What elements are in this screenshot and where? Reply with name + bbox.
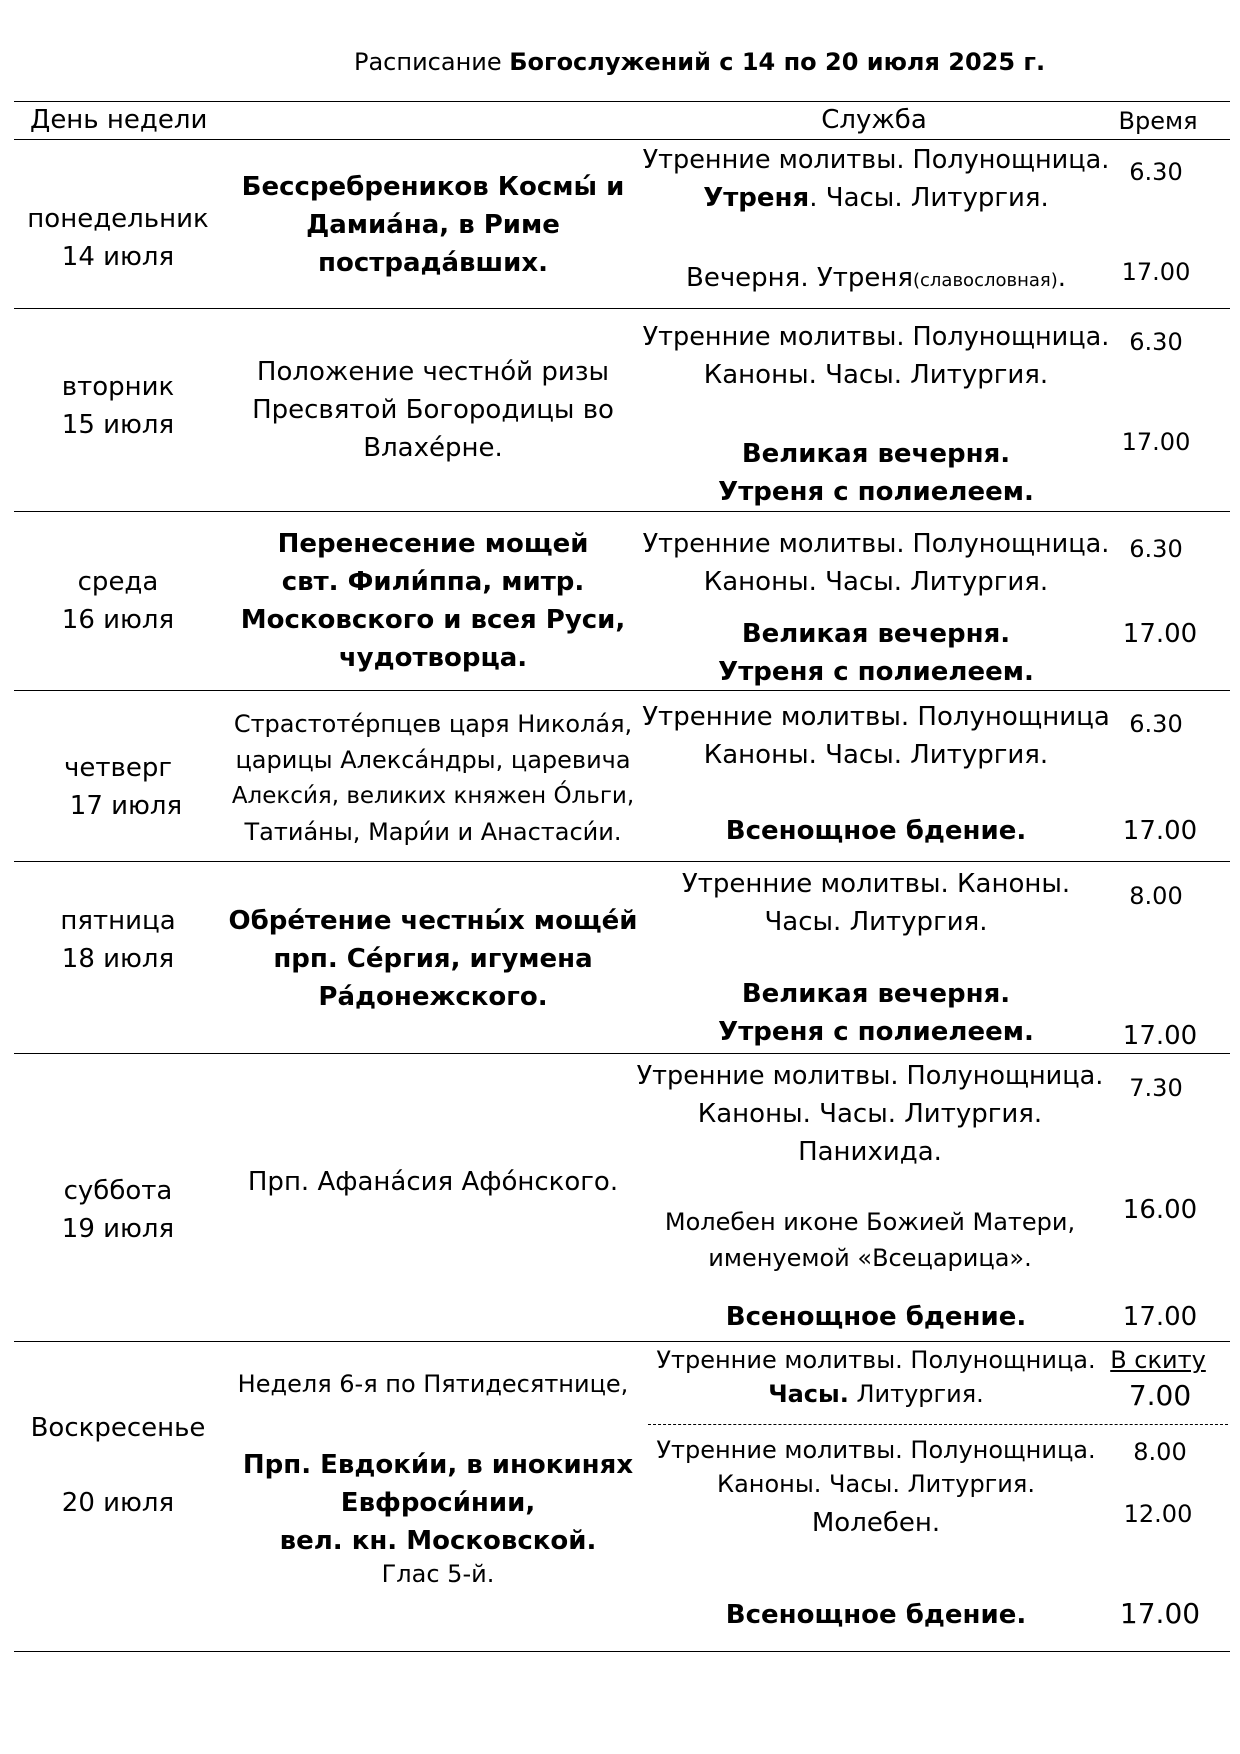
date: 20 июля <box>61 1488 175 1518</box>
service-small: (славословная) <box>912 270 1058 291</box>
title-prefix: Расписание <box>354 48 510 76</box>
service-rest: . Часы. Литургия. <box>809 183 1049 213</box>
feast-line: Прп. Афана́сия Афо́нского. <box>247 1167 619 1197</box>
service-time: 6.30 <box>1129 328 1183 356</box>
skete-label: В скиту <box>1110 1346 1206 1374</box>
service-time: 7.30 <box>1129 1074 1183 1102</box>
service-line: Каноны. Часы. Литургия. <box>703 360 1049 390</box>
service-time: 16.00 <box>1122 1195 1198 1225</box>
date: 16 июля <box>61 605 175 635</box>
service-line: Утренние молитвы. Полунощница. <box>636 1061 1104 1091</box>
weekday: среда <box>77 567 159 597</box>
service-line: Каноны. Часы. Литургия. <box>703 567 1049 597</box>
service-rest: Литургия. <box>848 1380 984 1408</box>
row-rule <box>14 308 1230 309</box>
feast-line: Пресвятой Богородицы во <box>252 395 614 425</box>
service-time: 6.30 <box>1129 535 1183 563</box>
service-line: Утреня с полиелеем. <box>718 477 1034 507</box>
date: 14 июля <box>61 242 175 272</box>
service-bold: Утреня <box>703 183 810 213</box>
service-line: Каноны. Часы. Литургия. <box>697 1099 1043 1129</box>
service-time: 12.00 <box>1123 1500 1193 1528</box>
service-time: 6.30 <box>1129 710 1183 738</box>
weekday: суббота <box>63 1176 173 1206</box>
weekday: четверг <box>64 753 172 783</box>
service-line: Утреня с полиелеем. <box>718 657 1034 687</box>
service-line: Великая вечерня. <box>741 619 1011 649</box>
feast-line: Евфроси́нии, <box>340 1488 536 1518</box>
weekday: Воскресенье <box>30 1413 206 1443</box>
service-line <box>768 1376 984 1412</box>
service-time: 6.30 <box>1129 158 1183 186</box>
service-line: Панихида. <box>798 1137 942 1167</box>
service-bold: Часы. <box>768 1380 849 1408</box>
date: 18 июля <box>61 944 175 974</box>
weekday: вторник <box>61 372 175 402</box>
service-text: Вечерня. Утреня <box>685 263 913 293</box>
page-title <box>354 44 1045 80</box>
feast-line: Ра́донежского. <box>318 982 548 1012</box>
service-time: 7.00 <box>1128 1379 1192 1412</box>
service-line: Утренние молитвы. Полунощница. <box>642 529 1110 559</box>
feast-line: Татиа́ны, Мари́и и Анастаси́и. <box>244 818 622 846</box>
feast-line: свт. Фили́ппа, митр. <box>281 567 585 597</box>
date: 19 июля <box>61 1214 175 1244</box>
service-line: Всенощное бдение. <box>725 1302 1027 1332</box>
feast-line: Влахе́рне. <box>363 433 503 463</box>
date: 15 июля <box>61 410 175 440</box>
weekday: понедельник <box>27 204 209 234</box>
service-line: Великая вечерня. <box>741 439 1011 469</box>
service-time: 17.00 <box>1122 1302 1198 1332</box>
header-time: Время <box>1118 107 1198 135</box>
feast-line: Положение честно́й ризы <box>256 357 610 387</box>
feast-line: вел. кн. Московской. <box>279 1526 597 1556</box>
header-service: Служба <box>821 105 927 135</box>
row-rule <box>14 861 1230 862</box>
feast-line: Прп. Евдоки́и, в инокинях <box>242 1450 634 1480</box>
feast-line: Обре́тение честны́х моще́й <box>228 906 638 936</box>
service-line: Всенощное бдение. <box>725 1600 1027 1630</box>
service-line: Великая вечерня. <box>741 979 1011 1009</box>
service-time: 17.00 <box>1122 1021 1198 1051</box>
service-line: Утренние молитвы. Полунощница <box>642 702 1110 732</box>
service-time: 8.00 <box>1129 882 1183 910</box>
service-line: Утренние молитвы. Полунощница. <box>642 145 1110 175</box>
header-day: День недели <box>30 105 208 135</box>
service-line: Утренние молитвы. Каноны. <box>681 869 1071 899</box>
weekday: пятница <box>60 906 176 936</box>
feast-line: Перенесение мощей <box>277 529 589 559</box>
service-time: 17.00 <box>1122 816 1198 846</box>
feast-line: Московского и всея Руси, <box>240 605 626 635</box>
title-bold: Богослужений с 14 по 20 июля 2025 г. <box>509 48 1046 76</box>
service-end: . <box>1057 263 1067 293</box>
service-time: 17.00 <box>1121 258 1191 286</box>
service-time: 8.00 <box>1133 1438 1187 1466</box>
service-line: Утренние молитвы. Полунощница. <box>656 1436 1096 1464</box>
service-line: Утренние молитвы. Полунощница. <box>642 322 1110 352</box>
feast-line: Дамиа́на, в Риме <box>306 210 560 240</box>
service-line: Утреня с полиелеем. <box>718 1017 1034 1047</box>
dashed-divider <box>648 1424 1228 1425</box>
service-line: именуемой «Всецарица». <box>708 1244 1032 1272</box>
service-time: 17.00 <box>1121 428 1191 456</box>
service-line: Всенощное бдение. <box>725 816 1027 846</box>
service-line: Часы. Литургия. <box>764 907 988 937</box>
service-line: Каноны. Часы. Литургия. <box>717 1470 1035 1498</box>
feast-line: царицы Алекса́ндры, царевича <box>235 746 631 774</box>
feast-line: Страстоте́рпцев царя Никола́я, <box>233 710 633 738</box>
header-rule <box>14 139 1230 140</box>
feast-intro: Неделя 6-я по Пятидесятнице, <box>237 1370 629 1398</box>
feast-line: Бессребреников Космы́ и <box>241 172 625 202</box>
service-line: Молебен. <box>811 1508 941 1538</box>
service-line: Утренние молитвы. Полунощница. <box>656 1346 1096 1374</box>
feast-line: пострада́вших. <box>318 248 548 278</box>
service-line: Каноны. Часы. Литургия. <box>703 740 1049 770</box>
feast-line: чудотворца. <box>338 643 528 673</box>
row-rule <box>14 1053 1230 1054</box>
tone-label: Глас 5-й. <box>381 1560 495 1588</box>
service-time: 17.00 <box>1119 1597 1201 1630</box>
row-rule <box>14 690 1230 691</box>
service-line <box>703 179 1049 217</box>
feast-line: Алекси́я, великих княжен О́льги, <box>231 783 635 809</box>
feast-line: прп. Се́ргия, игумена <box>273 944 593 974</box>
table-bottom-rule <box>14 1651 1230 1652</box>
service-line <box>686 259 1066 300</box>
service-line: Молебен иконе Божией Матери, <box>664 1208 1076 1236</box>
date: 17 июля <box>69 791 183 821</box>
service-time: 17.00 <box>1122 619 1198 649</box>
row-rule <box>14 511 1230 512</box>
